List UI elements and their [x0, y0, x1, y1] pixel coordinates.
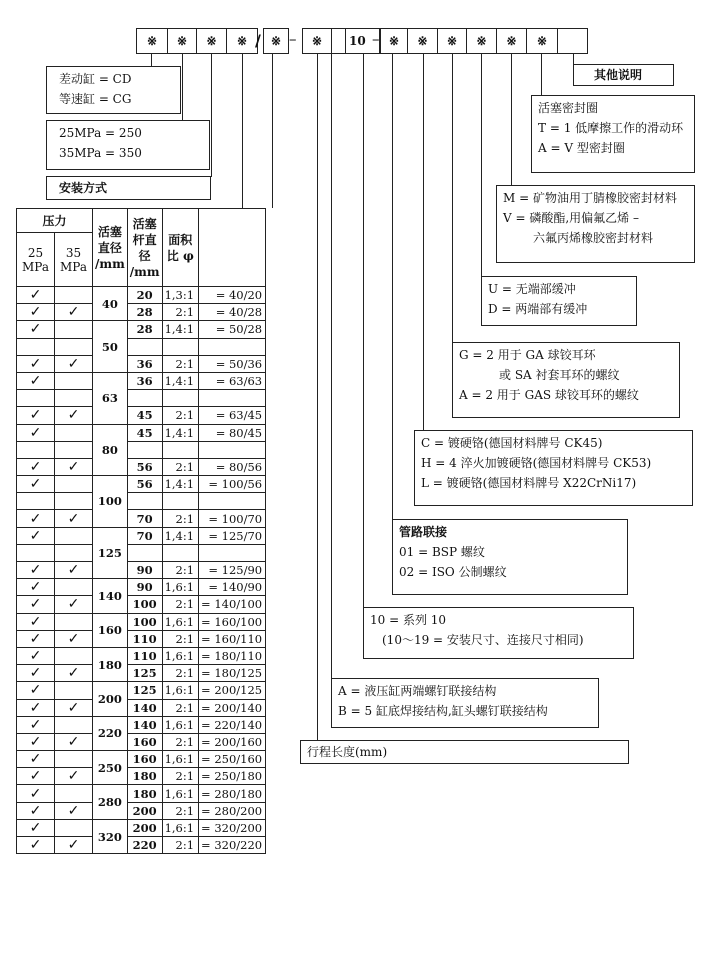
mounting-type-cg: 等速缸 = CG — [59, 92, 132, 106]
installation-note — [46, 176, 211, 200]
rod-diameter: 56 — [127, 476, 162, 493]
area-ratio: 2:1 — [162, 304, 198, 321]
pressure-25: 25MPa = 250 — [59, 126, 142, 140]
area-ratio: 2:1 — [162, 596, 198, 613]
cushion-d: D = 两端部有缓冲 — [488, 302, 588, 316]
mounting-type-note — [46, 66, 181, 114]
rod-diameter: 140 — [127, 716, 162, 733]
table-row — [17, 338, 266, 355]
check-35mpa — [55, 321, 93, 338]
check-35mpa: ✓ — [55, 458, 93, 475]
check-35mpa — [55, 647, 93, 664]
check-35mpa — [55, 493, 93, 510]
check-25mpa: ✓ — [17, 802, 55, 819]
header-area-ratio — [199, 209, 266, 287]
rod-diameter: 45 — [127, 424, 162, 441]
area-ratio-formula: = 180/125 — [199, 665, 266, 682]
area-ratio-formula: = 63/63 — [199, 372, 266, 389]
area-ratio-formula: = 40/28 — [199, 304, 266, 321]
table-row — [17, 441, 266, 458]
area-ratio-formula — [199, 338, 266, 355]
check-25mpa: ✓ — [17, 716, 55, 733]
area-ratio-formula: = 50/28 — [199, 321, 266, 338]
area-ratio: 2:1 — [162, 510, 198, 527]
rod-diameter: 70 — [127, 510, 162, 527]
code-box-installation: ※ — [196, 28, 227, 54]
piston-seal-t: T = 1 低摩擦工作的滑动环 — [538, 121, 684, 135]
area-ratio-formula: = 200/125 — [199, 682, 266, 699]
installation-label: 安装方式 — [59, 181, 108, 195]
rod-diameter: 140 — [127, 699, 162, 716]
area-ratio-formula: = 80/56 — [199, 458, 266, 475]
pipe-box — [392, 519, 628, 595]
area-ratio-formula: = 40/20 — [199, 287, 266, 304]
check-35mpa — [55, 716, 93, 733]
area-ratio-formula: = 50/36 — [199, 355, 266, 372]
code-box-series: 10 — [345, 28, 380, 54]
check-35mpa — [55, 372, 93, 389]
rod-diameter: 36 — [127, 355, 162, 372]
table-row — [17, 699, 266, 716]
area-ratio-formula: = 250/180 — [199, 768, 266, 785]
area-ratio: 1,6:1 — [162, 682, 198, 699]
table-row — [17, 424, 266, 441]
table-row — [17, 304, 266, 321]
check-25mpa — [17, 390, 55, 407]
rod-diameter: 110 — [127, 630, 162, 647]
rod-diameter: 180 — [127, 785, 162, 802]
area-ratio-formula: = 100/56 — [199, 476, 266, 493]
check-35mpa: ✓ — [55, 510, 93, 527]
structure-a: A = 液压缸两端螺钉联接结构 — [338, 684, 497, 698]
table-row — [17, 355, 266, 372]
check-25mpa: ✓ — [17, 562, 55, 579]
check-35mpa: ✓ — [55, 355, 93, 372]
rod-end-a: A = 2 用于 GAS 球铰耳环的螺纹 — [459, 388, 639, 402]
table-row — [17, 287, 266, 304]
rod-diameter — [127, 390, 162, 407]
area-ratio-formula — [199, 441, 266, 458]
rod-diameter: 36 — [127, 372, 162, 389]
check-25mpa — [17, 544, 55, 561]
area-ratio-formula: = 180/110 — [199, 647, 266, 664]
check-35mpa: ✓ — [55, 699, 93, 716]
check-25mpa: ✓ — [17, 613, 55, 630]
table-row — [17, 458, 266, 475]
area-ratio: 2:1 — [162, 699, 198, 716]
code-dash-2: – — [372, 30, 380, 48]
header-piston: 活塞直径 /mm — [93, 209, 128, 287]
check-35mpa — [55, 287, 93, 304]
area-ratio-formula: = 125/90 — [199, 562, 266, 579]
code-box-mounting-type: ※ — [136, 28, 168, 54]
header-35mpa: 35 MPa — [55, 233, 93, 287]
rod-diameter — [127, 441, 162, 458]
check-35mpa: ✓ — [55, 562, 93, 579]
table-row — [17, 579, 266, 596]
check-25mpa — [17, 493, 55, 510]
check-35mpa: ✓ — [55, 596, 93, 613]
series-box — [363, 607, 634, 659]
code-box-other — [557, 28, 588, 54]
table-row — [17, 476, 266, 493]
area-ratio-formula: = 140/90 — [199, 579, 266, 596]
area-ratio: 2:1 — [162, 802, 198, 819]
stroke-box — [300, 740, 629, 764]
table-row — [17, 527, 266, 544]
rod-diameter: 45 — [127, 407, 162, 424]
rod-diameter: 110 — [127, 647, 162, 664]
pipe-02: 02 = ISO 公制螺纹 — [399, 565, 507, 579]
piston-diameter: 320 — [93, 819, 128, 853]
check-25mpa: ✓ — [17, 751, 55, 768]
table-row — [17, 768, 266, 785]
area-ratio-formula: = 160/110 — [199, 630, 266, 647]
rod-diameter: 125 — [127, 665, 162, 682]
area-ratio: 2:1 — [162, 665, 198, 682]
table-row — [17, 682, 266, 699]
area-ratio — [162, 390, 198, 407]
check-35mpa: ✓ — [55, 768, 93, 785]
table-row — [17, 321, 266, 338]
area-ratio: 1,4:1 — [162, 321, 198, 338]
area-ratio: 2:1 — [162, 733, 198, 750]
rod-diameter: 90 — [127, 562, 162, 579]
area-ratio: 1,6:1 — [162, 647, 198, 664]
area-ratio: 2:1 — [162, 407, 198, 424]
table-row — [17, 785, 266, 802]
area-ratio: 1,6:1 — [162, 579, 198, 596]
area-ratio: 1,6:1 — [162, 819, 198, 836]
pressure-35: 35MPa = 350 — [59, 146, 142, 160]
check-25mpa: ✓ — [17, 579, 55, 596]
check-35mpa — [55, 338, 93, 355]
area-ratio-formula: = 320/220 — [199, 837, 266, 854]
area-ratio: 1,6:1 — [162, 751, 198, 768]
check-35mpa — [55, 613, 93, 630]
check-35mpa — [55, 819, 93, 836]
check-35mpa: ✓ — [55, 304, 93, 321]
check-35mpa — [55, 424, 93, 441]
rod-diameter: 28 — [127, 304, 162, 321]
check-25mpa: ✓ — [17, 321, 55, 338]
check-35mpa — [55, 682, 93, 699]
piston-diameter: 180 — [93, 647, 128, 681]
check-35mpa: ✓ — [55, 407, 93, 424]
check-25mpa: ✓ — [17, 785, 55, 802]
table-row — [17, 733, 266, 750]
area-ratio: 2:1 — [162, 630, 198, 647]
area-ratio — [162, 441, 198, 458]
pipe-title: 管路联接 — [399, 525, 448, 539]
rod-seal-v2: 六氟丙烯橡胶密封材料 — [533, 231, 654, 245]
check-25mpa: ✓ — [17, 699, 55, 716]
area-ratio-formula: = 100/70 — [199, 510, 266, 527]
check-35mpa: ✓ — [55, 630, 93, 647]
rod-end-g2: 或 SA 衬套耳环的螺纹 — [499, 368, 620, 382]
area-ratio: 2:1 — [162, 768, 198, 785]
code-box-piston-diameter: ※ — [226, 28, 258, 54]
table-row — [17, 837, 266, 854]
check-25mpa: ✓ — [17, 630, 55, 647]
area-ratio-formula: = 80/45 — [199, 424, 266, 441]
check-25mpa: ✓ — [17, 819, 55, 836]
rod-diameter: 180 — [127, 768, 162, 785]
check-35mpa — [55, 390, 93, 407]
rod-diameter: 100 — [127, 613, 162, 630]
code-box-stroke — [331, 28, 346, 54]
check-25mpa: ✓ — [17, 733, 55, 750]
code-slash: / — [255, 31, 261, 50]
check-25mpa: ✓ — [17, 596, 55, 613]
table-row — [17, 544, 266, 561]
rod-diameter: 70 — [127, 527, 162, 544]
area-ratio-formula — [199, 390, 266, 407]
check-25mpa — [17, 338, 55, 355]
check-35mpa: ✓ — [55, 733, 93, 750]
series-range: (10～19 = 安装尺寸、连接尺寸相同) — [382, 633, 584, 647]
area-ratio: 1,6:1 — [162, 716, 198, 733]
table-row — [17, 493, 266, 510]
rod-diameter: 200 — [127, 802, 162, 819]
code-box-rod-seal: ※ — [496, 28, 527, 54]
rod-diameter — [127, 544, 162, 561]
rod-diameter: 125 — [127, 682, 162, 699]
area-ratio-formula: = 200/140 — [199, 699, 266, 716]
other-notes-box — [573, 64, 674, 86]
piston-seal-box — [531, 95, 695, 173]
check-25mpa: ✓ — [17, 407, 55, 424]
area-ratio: 1,3:1 — [162, 287, 198, 304]
pipe-01: 01 = BSP 螺纹 — [399, 545, 485, 559]
check-25mpa: ✓ — [17, 527, 55, 544]
cushion-u: U = 无端部缓冲 — [488, 282, 576, 296]
code-dash-1: – — [289, 30, 297, 48]
check-25mpa: ✓ — [17, 682, 55, 699]
rod-diameter: 28 — [127, 321, 162, 338]
check-35mpa — [55, 476, 93, 493]
check-35mpa — [55, 579, 93, 596]
piston-diameter: 160 — [93, 613, 128, 647]
check-25mpa: ✓ — [17, 304, 55, 321]
area-ratio-formula — [199, 544, 266, 561]
piston-diameter: 40 — [93, 287, 128, 321]
area-ratio-formula: = 320/200 — [199, 819, 266, 836]
code-box-rod-material: ※ — [407, 28, 438, 54]
area-ratio: 1,6:1 — [162, 785, 198, 802]
stroke-label: 行程长度(mm) — [307, 745, 388, 759]
area-ratio: 2:1 — [162, 562, 198, 579]
area-ratio: 1,4:1 — [162, 424, 198, 441]
area-ratio: 2:1 — [162, 837, 198, 854]
piston-diameter: 140 — [93, 579, 128, 613]
area-ratio-formula: = 280/200 — [199, 802, 266, 819]
spec-table — [16, 208, 266, 854]
area-ratio-formula: = 160/100 — [199, 613, 266, 630]
piston-diameter: 250 — [93, 751, 128, 785]
area-ratio: 2:1 — [162, 458, 198, 475]
area-ratio-formula: = 140/100 — [199, 596, 266, 613]
code-box-rod-diameter: ※ — [263, 28, 289, 54]
table-row — [17, 751, 266, 768]
rod-end-g: G = 2 用于 GA 球铰耳环 — [459, 348, 596, 362]
structure-b: B = 5 缸底焊接结构,缸头螺钉联接结构 — [338, 704, 548, 718]
rod-diameter: 90 — [127, 579, 162, 596]
table-row — [17, 562, 266, 579]
piston-diameter: 50 — [93, 321, 128, 373]
header-area: 面积比 φ — [162, 209, 198, 287]
area-ratio: 1,4:1 — [162, 476, 198, 493]
table-row — [17, 372, 266, 389]
table-row — [17, 390, 266, 407]
table-row — [17, 630, 266, 647]
rod-diameter: 200 — [127, 819, 162, 836]
piston-diameter: 220 — [93, 716, 128, 750]
area-ratio-formula: = 220/140 — [199, 716, 266, 733]
check-25mpa: ✓ — [17, 837, 55, 854]
piston-diameter: 280 — [93, 785, 128, 819]
check-25mpa: ✓ — [17, 647, 55, 664]
area-ratio — [162, 338, 198, 355]
piston-diameter: 100 — [93, 476, 128, 528]
code-box-structure: ※ — [302, 28, 332, 54]
piston-diameter: 63 — [93, 372, 128, 424]
check-25mpa: ✓ — [17, 510, 55, 527]
pressure-note — [46, 120, 210, 170]
rod-diameter: 20 — [127, 287, 162, 304]
table-row — [17, 510, 266, 527]
piston-diameter: 125 — [93, 527, 128, 579]
table-row — [17, 802, 266, 819]
rod-material-c: C = 镀硬铬(德国材料牌号 CK45) — [421, 436, 603, 450]
rod-material-l: L = 镀硬铬(德国材料牌号 X22CrNi17) — [421, 476, 637, 490]
piston-diameter: 80 — [93, 424, 128, 476]
table-row — [17, 596, 266, 613]
check-35mpa: ✓ — [55, 802, 93, 819]
code-box-cushion: ※ — [466, 28, 497, 54]
table-row — [17, 647, 266, 664]
table-row — [17, 819, 266, 836]
code-box-pipe: ※ — [380, 28, 408, 54]
check-35mpa — [55, 441, 93, 458]
rod-seal-v: V = 磷酸酯,用偏氟乙烯 – — [503, 211, 639, 225]
cushion-box — [481, 276, 637, 326]
piston-seal-title: 活塞密封圈 — [538, 101, 599, 115]
code-box-piston-seal: ※ — [526, 28, 558, 54]
area-ratio-formula: = 280/180 — [199, 785, 266, 802]
check-25mpa — [17, 441, 55, 458]
rod-material-h: H = 4 淬火加镀硬铬(德国材料牌号 CK53) — [421, 456, 652, 470]
header-25mpa: 25 MPa — [17, 233, 55, 287]
mounting-type-cd: 差动缸 = CD — [59, 72, 132, 86]
area-ratio-formula: = 125/70 — [199, 527, 266, 544]
check-35mpa — [55, 527, 93, 544]
piston-diameter: 200 — [93, 682, 128, 716]
area-ratio: 1,6:1 — [162, 613, 198, 630]
rod-material-box — [414, 430, 693, 506]
check-35mpa: ✓ — [55, 665, 93, 682]
rod-diameter: 100 — [127, 596, 162, 613]
header-pressure: 压力 — [17, 209, 93, 233]
rod-diameter: 56 — [127, 458, 162, 475]
check-25mpa: ✓ — [17, 287, 55, 304]
code-box-pressure: ※ — [167, 28, 197, 54]
check-25mpa: ✓ — [17, 424, 55, 441]
header-rod: 活塞杆直径 /mm — [127, 209, 162, 287]
table-row — [17, 613, 266, 630]
rod-diameter — [127, 338, 162, 355]
area-ratio-formula: = 63/45 — [199, 407, 266, 424]
area-ratio-formula — [199, 493, 266, 510]
other-notes-label: 其他说明 — [594, 68, 643, 82]
rod-seal-box — [496, 185, 695, 263]
check-35mpa — [55, 544, 93, 561]
area-ratio-formula: = 200/160 — [199, 733, 266, 750]
area-ratio: 1,4:1 — [162, 527, 198, 544]
piston-seal-a: A = V 型密封圈 — [538, 141, 625, 155]
rod-diameter: 220 — [127, 837, 162, 854]
table-row — [17, 407, 266, 424]
table-row — [17, 665, 266, 682]
check-25mpa: ✓ — [17, 355, 55, 372]
check-25mpa: ✓ — [17, 372, 55, 389]
rod-diameter: 160 — [127, 733, 162, 750]
check-25mpa: ✓ — [17, 458, 55, 475]
check-35mpa: ✓ — [55, 837, 93, 854]
area-ratio: 2:1 — [162, 355, 198, 372]
check-25mpa: ✓ — [17, 476, 55, 493]
rod-diameter — [127, 493, 162, 510]
structure-box — [331, 678, 599, 728]
check-35mpa — [55, 785, 93, 802]
check-25mpa: ✓ — [17, 665, 55, 682]
area-ratio-formula: = 250/160 — [199, 751, 266, 768]
series-10: 10 = 系列 10 — [370, 613, 447, 627]
check-25mpa: ✓ — [17, 768, 55, 785]
area-ratio: 1,4:1 — [162, 372, 198, 389]
area-ratio — [162, 544, 198, 561]
area-ratio — [162, 493, 198, 510]
table-row — [17, 716, 266, 733]
rod-diameter: 160 — [127, 751, 162, 768]
rod-end-box — [452, 342, 680, 418]
rod-seal-m: M = 矿物油用丁腈橡胶密封材料 — [503, 191, 677, 205]
check-35mpa — [55, 751, 93, 768]
code-box-rod-end: ※ — [437, 28, 467, 54]
